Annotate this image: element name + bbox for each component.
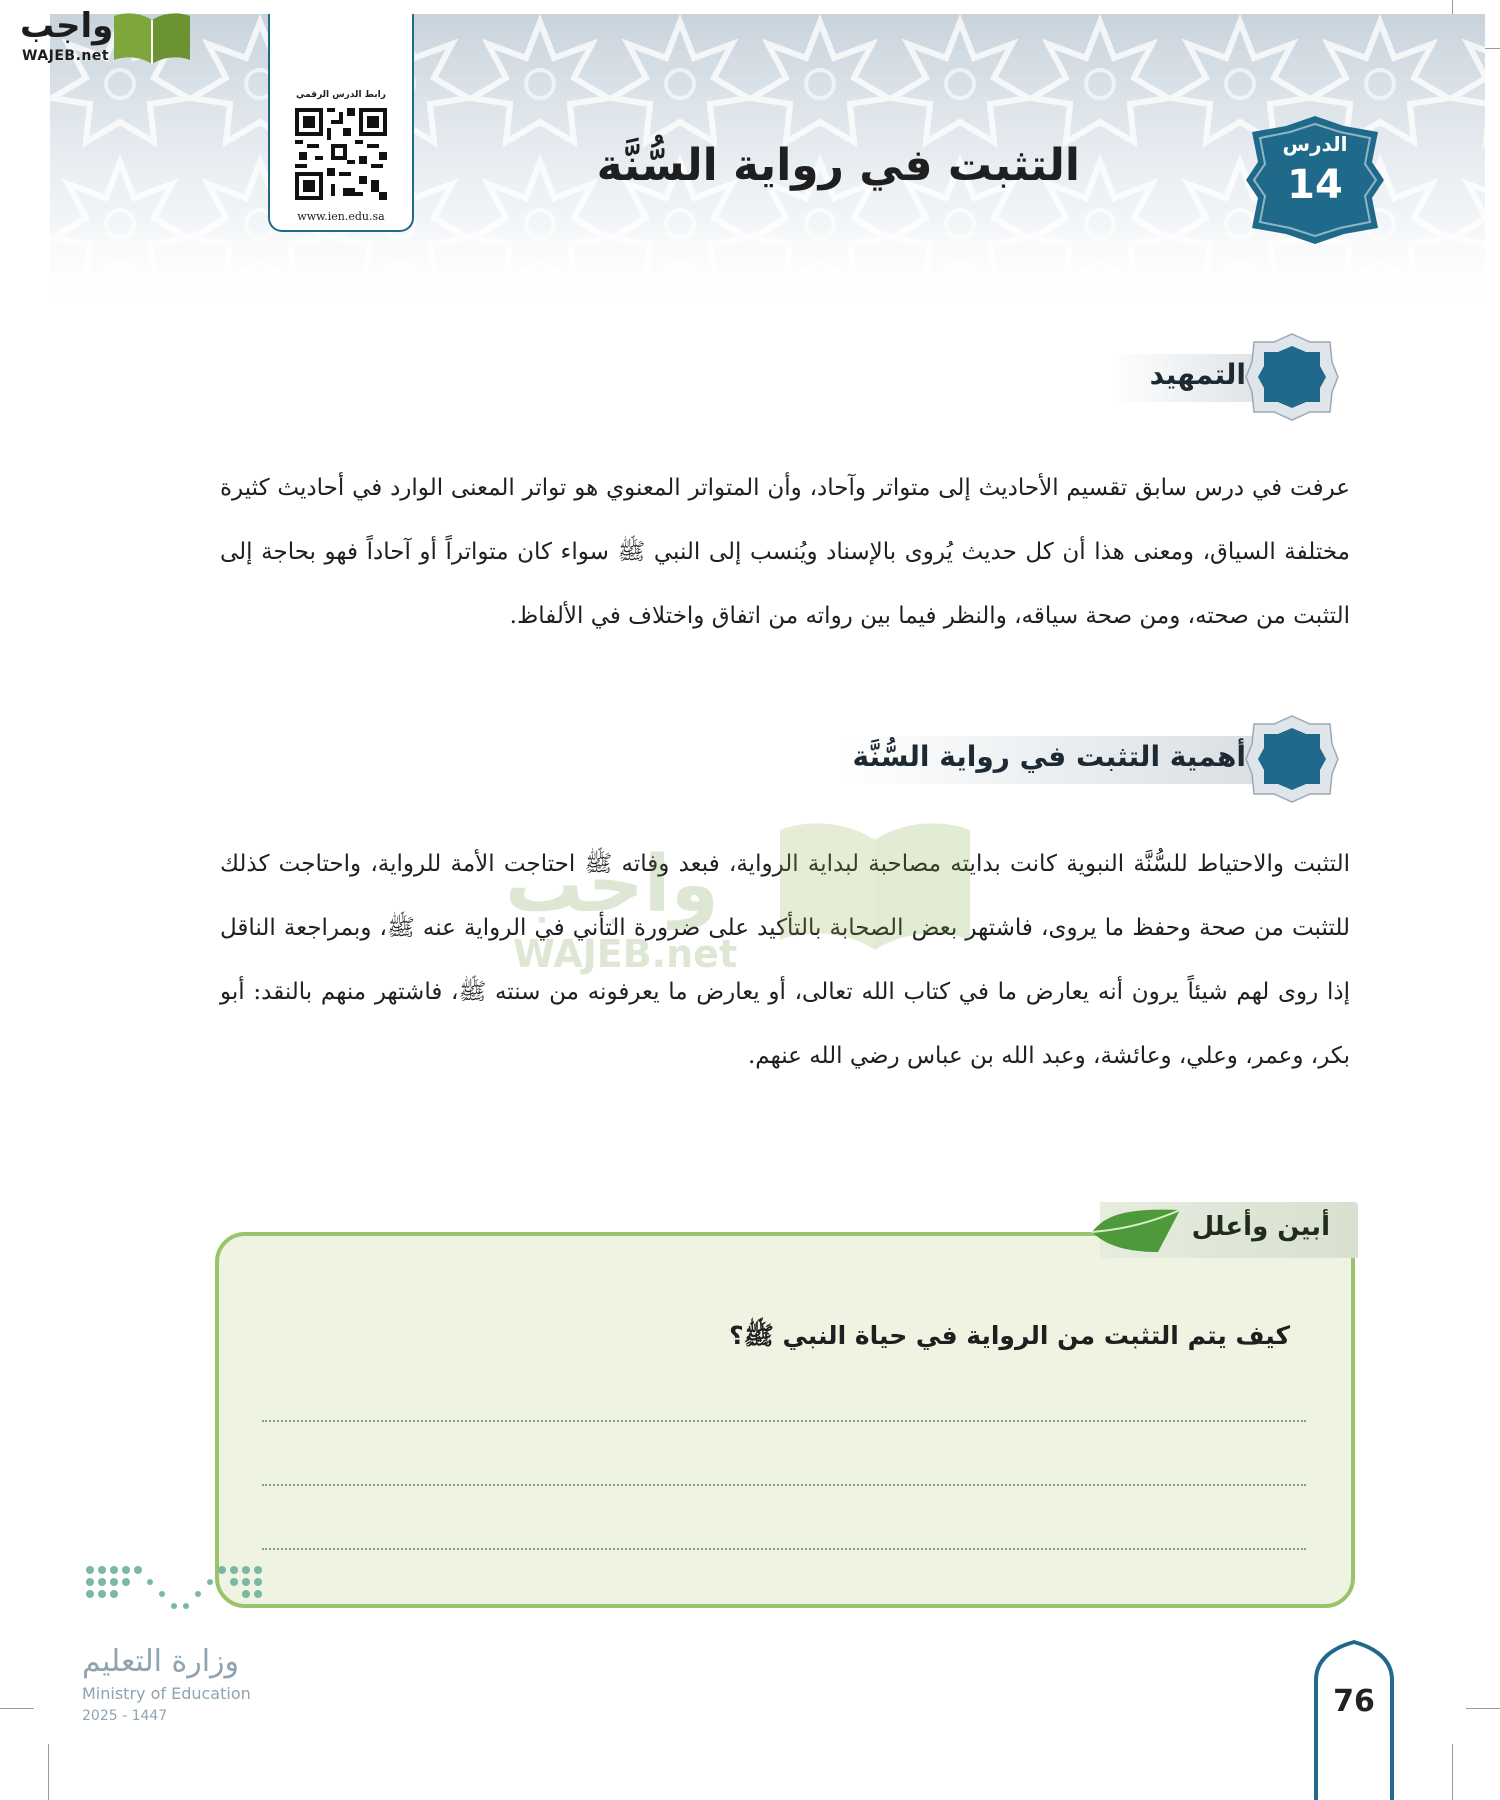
wajeb-logo-net: WAJEB.net xyxy=(22,48,110,64)
badge-number: 14 xyxy=(1287,162,1343,208)
crop-mark xyxy=(0,1708,34,1709)
badge-label: الدرس xyxy=(1282,132,1348,156)
activity-title: أبين وأعلل xyxy=(1191,1212,1330,1242)
section-heading-label: أهمية التثبت في رواية السُّنَّة xyxy=(852,740,1246,773)
ministry-year: 2025 - 1447 xyxy=(82,1708,168,1724)
crop-mark xyxy=(48,1744,49,1800)
octagon-medal-icon xyxy=(1244,714,1340,804)
activity-question: كيف يتم التثبت من الرواية في حياة النبي ﷺ؟ xyxy=(729,1321,1290,1350)
answer-line[interactable] xyxy=(262,1420,1306,1422)
page-number-tab xyxy=(1312,1640,1396,1800)
wajeb-logo-word: واجب xyxy=(20,6,114,46)
crop-mark xyxy=(1466,1708,1500,1709)
watermark-net: WAJEB.net xyxy=(513,932,738,976)
leaf-tab-icon xyxy=(1088,1206,1182,1256)
lesson-badge xyxy=(1240,110,1390,250)
answer-line[interactable] xyxy=(262,1484,1306,1486)
answer-line[interactable] xyxy=(262,1548,1306,1550)
qr-caption: رابط الدرس الرقمي xyxy=(296,90,386,100)
qr-code-icon[interactable] xyxy=(295,108,387,200)
qr-code-card[interactable] xyxy=(268,14,414,232)
ministry-name-arabic: وزارة التعليم xyxy=(82,1644,240,1679)
intro-paragraph: عرفت في درس سابق تقسيم الأحاديث إلى متواتر وآحاد، وأن المتواتر المعنوي هو تواتر المعنى الوارد في أحاديث كثيرة مختلفة السياق، ومعنى هذا أن كل حديث يُروى بالإسناد ويُنسب إلى النبي ﷺ سواء كان متواتراً أو آحاداً فهو بحاجة إلى التثبت من صحته، ومن صحة سياقه، والنظر فيما بين رواته من اتفاق واختلاف في الألفاظ. xyxy=(220,475,1350,629)
crop-mark xyxy=(1452,1744,1453,1800)
page-number: 76 xyxy=(1333,1684,1375,1719)
section-heading-importance xyxy=(840,714,1350,804)
open-book-icon xyxy=(112,10,192,66)
importance-paragraph: التثبت والاحتياط للسُّنَّة النبوية كانت بدايته مصاحبة لبداية الرواية، فبعد وفاته ﷺ احتاجت الأمة للرواية، واحتاجت كذلك للتثبت من صحة وحفظ ما يروى، فاشتهر بعض الصحابة بالتأكيد على ضرورة التأني في الرواية عنه ﷺ، وبمراجعة الناقل إذا روى لهم شيئاً يرون أنه يعارض ما في كتاب الله تعالى، أو يعارض ما يعرفونه من سنته ﷺ، فاشتهر منهم بالنقد: أبو بكر، وعمر، وعلي، وعائشة، وعبد الله بن عباس رضي الله عنهم. xyxy=(220,851,1350,1069)
ministry-dots-icon xyxy=(82,1560,272,1630)
wajeb-logo xyxy=(8,6,193,66)
section-heading-label: التمهيد xyxy=(1149,358,1246,391)
ministry-logo xyxy=(82,1560,282,1740)
watermark-word: واجب xyxy=(505,840,720,930)
octagon-medal-icon xyxy=(1244,332,1340,422)
lesson-title: التثبت في رواية السُّنَّة xyxy=(596,140,1080,191)
section-heading-intro xyxy=(1110,332,1350,422)
qr-url[interactable]: www.ien.edu.sa xyxy=(297,210,385,223)
ministry-name-english: Ministry of Education xyxy=(82,1684,251,1703)
